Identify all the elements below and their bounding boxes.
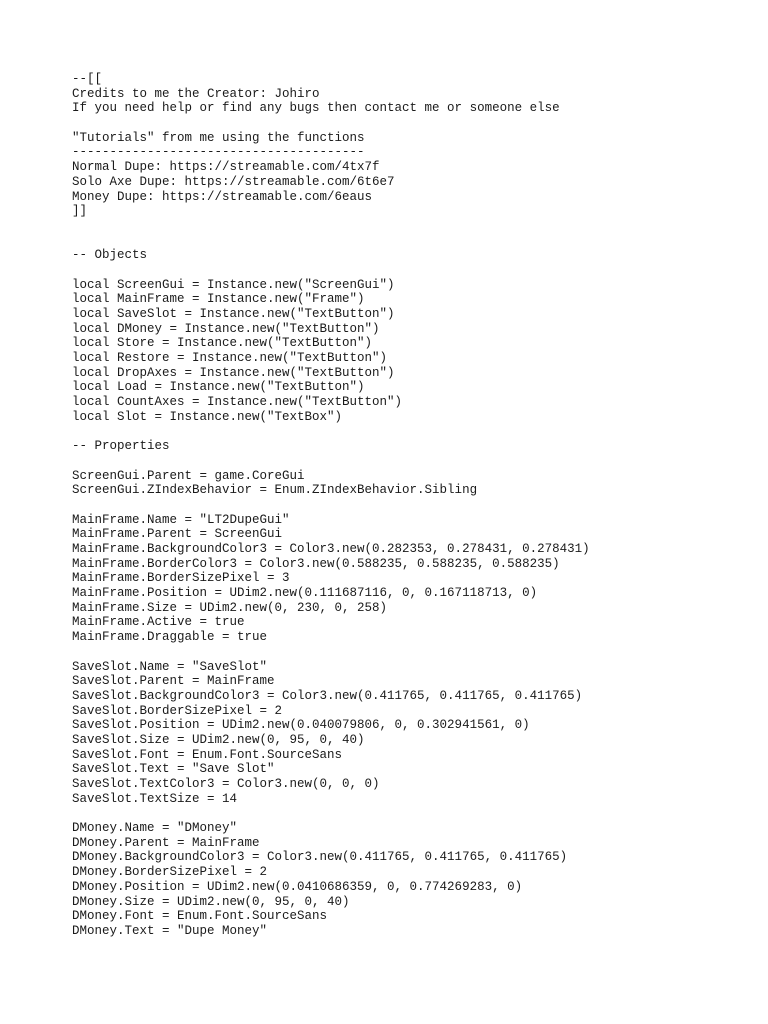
code-line: -- Objects bbox=[72, 248, 148, 263]
code-line: MainFrame.BorderSizePixel = 3 bbox=[72, 571, 290, 586]
code-line: SaveSlot.TextSize = 14 bbox=[72, 791, 238, 806]
code-line bbox=[72, 116, 752, 131]
code-line: If you need help or find any bugs then contact me or someone else bbox=[72, 101, 560, 116]
code-line: ]] bbox=[72, 204, 88, 219]
code-line: DMoney.Font = Enum.Font.SourceSans bbox=[72, 909, 328, 924]
code-line bbox=[72, 263, 752, 278]
code-line: Credits to me the Creator: Johiro bbox=[72, 86, 320, 101]
code-line: local Store = Instance.new("TextButton") bbox=[72, 336, 373, 351]
code-line: local ScreenGui = Instance.new("ScreenGui") bbox=[72, 277, 395, 292]
code-line: ScreenGui.Parent = game.CoreGui bbox=[72, 468, 305, 483]
code-line: SaveSlot.Parent = MainFrame bbox=[72, 674, 275, 689]
code-line bbox=[72, 219, 752, 234]
code-line bbox=[72, 645, 752, 660]
code-line: DMoney.BackgroundColor3 = Color3.new(0.411765, 0.411765, 0.411765) bbox=[72, 850, 568, 865]
code-line: local Slot = Instance.new("TextBox") bbox=[72, 409, 343, 424]
code-line: DMoney.Name = "DMoney" bbox=[72, 821, 238, 836]
code-line: local Restore = Instance.new("TextButton") bbox=[72, 351, 388, 366]
code-line bbox=[72, 454, 752, 469]
code-line: Normal Dupe: https://streamable.com/4tx7f bbox=[72, 160, 380, 175]
code-line: local SaveSlot = Instance.new("TextButton") bbox=[72, 307, 395, 321]
code-line: DMoney.Position = UDim2.new(0.0410686359, 0, 0.774269283, 0) bbox=[72, 879, 523, 894]
code-line: DMoney.Size = UDim2.new(0, 95, 0, 40) bbox=[72, 894, 350, 909]
code-line: local CountAxes = Instance.new("TextButton") bbox=[72, 395, 403, 410]
code-line: local MainFrame = Instance.new("Frame") bbox=[72, 292, 365, 307]
code-line bbox=[72, 425, 752, 440]
code-line bbox=[72, 806, 752, 821]
code-line: Money Dupe: https://streamable.com/6eaus bbox=[72, 189, 373, 204]
code-line: "Tutorials" from me using the functions bbox=[72, 130, 365, 145]
code-line: --------------------------------------- bbox=[72, 145, 365, 160]
code-line: SaveSlot.Position = UDim2.new(0.040079806, 0, 0.302941561, 0) bbox=[72, 718, 530, 733]
code-line bbox=[72, 234, 752, 249]
code-line: SaveSlot.Font = Enum.Font.SourceSans bbox=[72, 747, 343, 762]
code-line: MainFrame.Name = "LT2DupeGui" bbox=[72, 512, 290, 527]
code-line: --[[ bbox=[72, 72, 103, 86]
code-line bbox=[72, 498, 752, 513]
code-line: SaveSlot.BackgroundColor3 = Color3.new(0.411765, 0.411765, 0.411765) bbox=[72, 688, 583, 703]
code-listing bbox=[72, 72, 752, 939]
code-line: SaveSlot.Size = UDim2.new(0, 95, 0, 40) bbox=[72, 732, 365, 747]
code-line: DMoney.Parent = MainFrame bbox=[72, 835, 260, 850]
code-line: MainFrame.Active = true bbox=[72, 615, 245, 630]
code-line: SaveSlot.BorderSizePixel = 2 bbox=[72, 703, 283, 718]
code-line: local Load = Instance.new("TextButton") bbox=[72, 380, 365, 395]
code-line: MainFrame.BackgroundColor3 = Color3.new(0.282353, 0.278431, 0.278431) bbox=[72, 542, 590, 556]
code-line: SaveSlot.Name = "SaveSlot" bbox=[72, 659, 268, 674]
code-line: SaveSlot.TextColor3 = Color3.new(0, 0, 0) bbox=[72, 777, 380, 791]
code-line: Solo Axe Dupe: https://streamable.com/6t6e7 bbox=[72, 174, 395, 189]
code-line: MainFrame.Parent = ScreenGui bbox=[72, 527, 283, 542]
code-line: local DMoney = Instance.new("TextButton") bbox=[72, 321, 380, 336]
code-line: DMoney.Text = "Dupe Money" bbox=[72, 923, 268, 938]
code-line: MainFrame.Draggable = true bbox=[72, 630, 268, 645]
code-line: DMoney.BorderSizePixel = 2 bbox=[72, 865, 268, 880]
code-line: MainFrame.BorderColor3 = Color3.new(0.588235, 0.588235, 0.588235) bbox=[72, 556, 560, 571]
code-line: local DropAxes = Instance.new("TextButton") bbox=[72, 365, 395, 380]
code-line: MainFrame.Size = UDim2.new(0, 230, 0, 258) bbox=[72, 600, 388, 615]
code-line: -- Properties bbox=[72, 439, 170, 454]
code-line: ScreenGui.ZIndexBehavior = Enum.ZIndexBehavior.Sibling bbox=[72, 483, 478, 498]
code-line: MainFrame.Position = UDim2.new(0.111687116, 0, 0.167118713, 0) bbox=[72, 586, 538, 601]
code-line: SaveSlot.Text = "Save Slot" bbox=[72, 762, 275, 777]
